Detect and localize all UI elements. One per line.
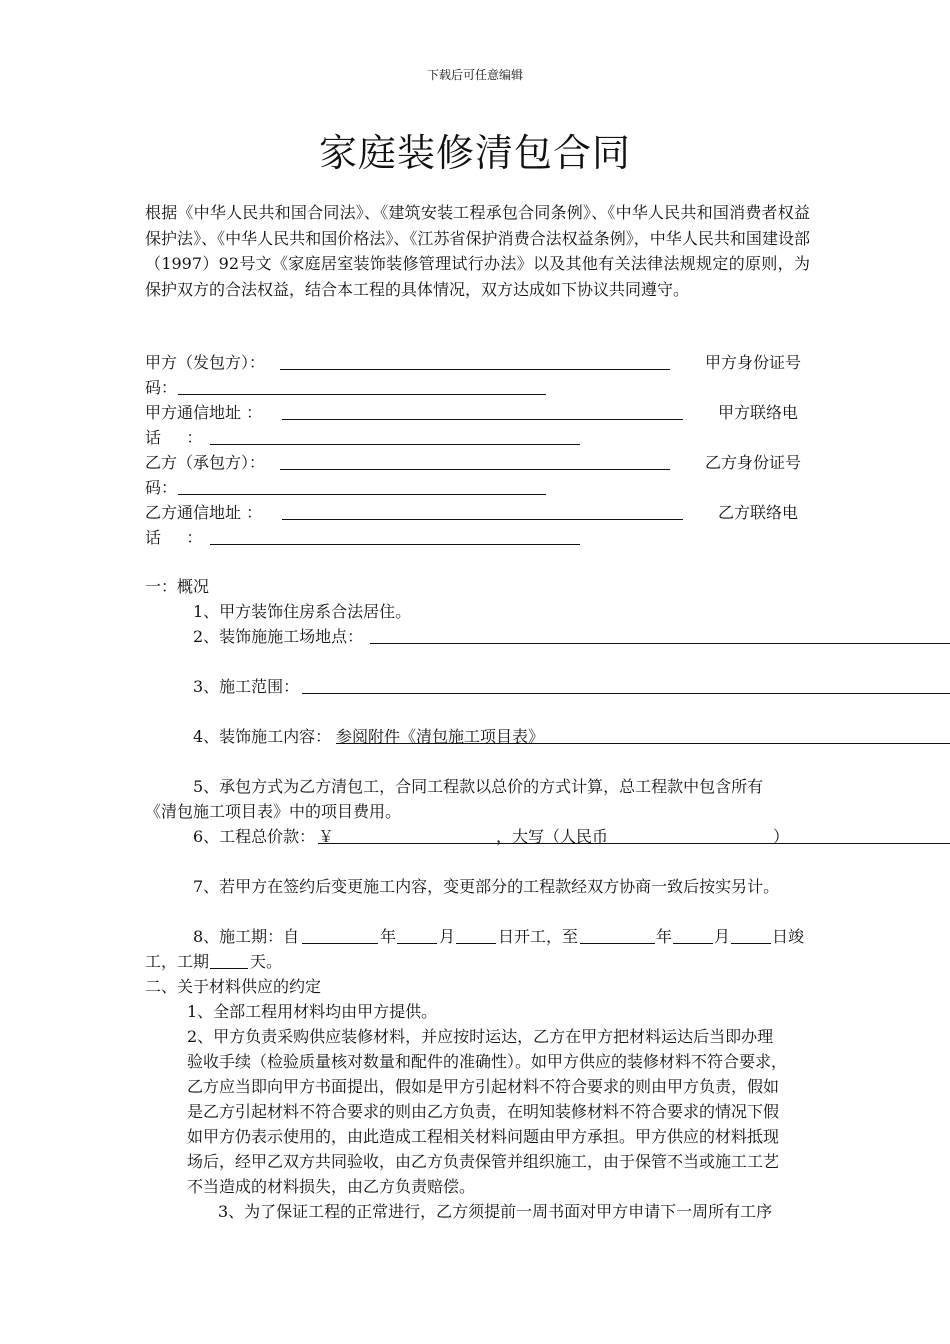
section-2-item-2-line-3: 乙方应当即向甲方书面提出，假如是甲方引起材料不符合要求的则由甲方负责，假如	[187, 1077, 780, 1096]
section-2-item-2-line-7: 不当造成的材料损失，由乙方负责赔偿。	[187, 1177, 476, 1196]
party-b-phone-blank[interactable]	[210, 544, 580, 545]
duration-unit: 天。	[250, 952, 283, 971]
section-2-item-3: 3、为了保证工程的正常进行，乙方须提前一周书面对甲方申请下一周所有工序	[218, 1202, 773, 1221]
party-b-phone-label-cont: 话 ：	[145, 528, 203, 547]
party-a-phone-label-cont: 话 ：	[145, 428, 203, 447]
section-2-item-1: 1、全部工程用材料均由甲方提供。	[187, 1002, 438, 1021]
party-a-phone-blank[interactable]	[210, 444, 580, 445]
section-2-item-2-line-2: 验收手续（检验质量核对数量和配件的准确性）。如甲方供应的装修材料不符合要求，	[187, 1052, 788, 1071]
section-1-item-3-label: 3、施工范围：	[193, 677, 300, 696]
party-b-id-blank[interactable]	[178, 494, 546, 495]
end-month-unit: 月	[714, 927, 731, 946]
party-b-id-label-cont: 码：	[145, 478, 178, 497]
party-b-phone-label: 乙方联络电	[718, 503, 799, 522]
party-a-id-label-cont: 码：	[145, 378, 178, 397]
start-month-unit: 月	[439, 927, 456, 946]
intro-paragraph: 根据《中华人民共和国合同法》、《建筑安装工程承包合同条例》、《中华人民共和国消费者权益保护法》、《中华人民共和国价格法》、《江苏省保护消费合法权益条例》，中华人民共和国建设部（1997）92号文《家庭居室装饰装修管理试行办法》以及其他有关法律法规规定的原则，为保护双方的合法权益，结合本工程的具体情况，双方达成如下协议共同遵守。	[145, 203, 810, 299]
section-1-item-4-value: 参阅附件《清包施工项目表》	[336, 727, 545, 746]
section-2-item-2-line-5: 如甲方仍表示使用的，由此造成工程相关材料问题由甲方承担。甲方供应的材料抵现	[187, 1127, 780, 1146]
start-year-blank[interactable]	[302, 943, 378, 944]
party-b-name-blank[interactable]	[280, 469, 670, 470]
work-content-blank[interactable]	[336, 743, 950, 744]
document-title: 家庭装修清包合同	[318, 131, 631, 175]
total-price-blank[interactable]	[318, 843, 950, 844]
start-month-blank[interactable]	[397, 943, 437, 944]
amount-close-paren: ）	[773, 827, 790, 846]
yuan-symbol: ￥	[318, 827, 335, 846]
party-a-name-blank[interactable]	[280, 369, 670, 370]
end-day-unit: 日竣	[772, 927, 805, 946]
party-a-address-label: 甲方通信地址 ：	[145, 403, 263, 422]
party-b-id-label: 乙方身份证号	[705, 453, 802, 472]
party-a-phone-label: 甲方联络电	[718, 403, 799, 422]
amount-in-words-label: ，大写（人民币	[496, 827, 609, 846]
party-a-name-label: 甲方（发包方）：	[145, 353, 266, 372]
section-1-item-5-line-2: 《清包施工项目表》中的项目费用。	[145, 802, 402, 821]
section-2-item-2-line-4: 是乙方引起材料不符合要求的则由乙方负责，在明知装修材料不符合要求的情况下假	[187, 1102, 780, 1121]
party-b-address-blank[interactable]	[282, 519, 683, 520]
section-1-item-7: 7、若甲方在签约后变更施工内容，变更部分的工程款经双方协商一致后按实另计。	[193, 877, 780, 896]
start-day-unit: 日开工，至	[498, 927, 579, 946]
header-note: 下载后可任意编辑	[426, 68, 523, 82]
duration-blank[interactable]	[210, 968, 248, 969]
party-b-name-label: 乙方（承包方）：	[145, 453, 266, 472]
section-2-heading: 二、关于材料供应的约定	[145, 977, 322, 996]
section-1-item-4-label: 4、装饰施工内容：	[193, 727, 332, 746]
party-b-address-label: 乙方通信地址 ：	[145, 503, 263, 522]
section-2-item-2-line-1: 2、甲方负责采购供应装修材料，并应按时运达，乙方在甲方把材料运达后当即办理	[187, 1027, 774, 1046]
section-1-heading: 一：概况	[145, 577, 210, 596]
end-day-blank[interactable]	[731, 943, 771, 944]
section-1-item-6-label: 6、工程总价款：	[193, 827, 316, 846]
party-a-address-blank[interactable]	[282, 419, 683, 420]
section-1-item-1: 1、甲方装饰住房系合法居住。	[193, 602, 412, 621]
section-1-item-5-line-1: 5、承包方式为乙方清包工，合同工程款以总价的方式计算，总工程款中包含所有	[193, 777, 764, 796]
work-site-address-blank[interactable]	[370, 643, 950, 644]
party-a-id-blank[interactable]	[178, 394, 546, 395]
section-1-item-8-label: 8、施工期：自	[193, 927, 300, 946]
start-day-blank[interactable]	[456, 943, 496, 944]
start-year-unit: 年	[380, 927, 397, 946]
party-a-id-label: 甲方身份证号	[705, 353, 802, 372]
end-year-unit: 年	[656, 927, 673, 946]
end-month-blank[interactable]	[673, 943, 713, 944]
section-1-item-2-label: 2、装饰施施工场地点：	[193, 627, 364, 646]
work-scope-blank[interactable]	[302, 693, 950, 694]
end-year-blank[interactable]	[580, 943, 655, 944]
duration-label: 工，工期	[145, 952, 210, 971]
section-2-item-2-line-6: 场后，经甲乙双方共同验收，由乙方负责保管并组织施工，由于保管不当或施工工艺	[187, 1152, 780, 1171]
